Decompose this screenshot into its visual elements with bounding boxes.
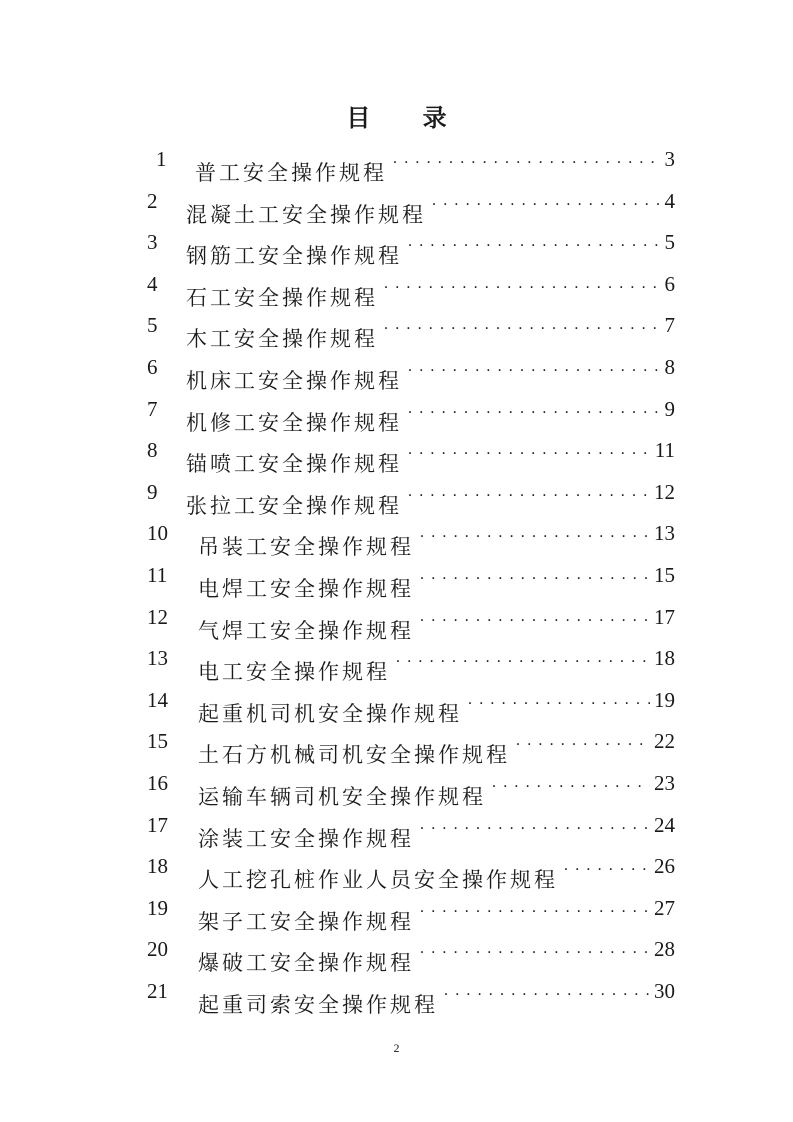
toc-entry[interactable]: [0, 304, 793, 352]
toc-entry[interactable]: [0, 512, 793, 560]
dot-leader: [420, 554, 669, 596]
toc-entry-page: 11: [651, 429, 675, 471]
toc-entry-number: 19: [147, 895, 168, 920]
toc-entry-page: 30: [650, 970, 675, 1012]
toc-entry-label: 石工安全操作规程: [186, 285, 378, 310]
toc-entry-page: 15: [650, 554, 675, 596]
toc-entry-number: 14: [147, 687, 168, 712]
page-number: 2: [393, 1041, 400, 1055]
dot-leader: [516, 720, 669, 762]
toc-entry[interactable]: [0, 388, 793, 435]
dot-leader: [408, 221, 669, 263]
toc-entry-page: 28: [650, 928, 675, 970]
toc-entry-page: 8: [661, 346, 676, 388]
toc-entry[interactable]: [0, 180, 793, 227]
toc-entry-page: 4: [661, 180, 676, 222]
dot-leader: [420, 928, 669, 970]
toc-entry-page: 13: [650, 512, 675, 554]
dot-leader: [408, 429, 669, 471]
toc-entry-label: 普工安全操作规程: [195, 161, 387, 185]
dot-leader: [384, 263, 669, 305]
toc-entry[interactable]: [0, 596, 793, 643]
toc-entry-label: 人工挖孔桩作业人员安全操作规程: [198, 868, 558, 893]
dot-leader: [420, 887, 669, 929]
dot-leader: [408, 471, 669, 513]
toc-entry-page: 12: [650, 471, 675, 513]
toc-entry-page: 18: [650, 637, 675, 679]
toc-entry-label: 钢筋工安全操作规程: [186, 244, 402, 269]
toc-entry-label: 张拉工安全操作规程: [186, 493, 402, 518]
toc-entry-page: 7: [661, 304, 676, 346]
dot-leader: [408, 388, 669, 430]
toc-entry-number: 16: [147, 771, 168, 795]
toc-entry[interactable]: [0, 554, 793, 601]
toc-entry-label: 混凝土工安全操作规程: [186, 202, 426, 227]
toc-entry-number: 20: [147, 937, 168, 962]
toc-entry[interactable]: [0, 804, 793, 851]
toc-entry-number: 2: [147, 188, 158, 213]
toc-entry-label: 起重司索安全操作规程: [198, 993, 438, 1017]
dot-leader: [420, 512, 669, 554]
dot-leader: [420, 596, 669, 638]
toc-entry-label: 架子工安全操作规程: [198, 909, 414, 934]
dot-leader: [384, 304, 669, 346]
toc-entry-number: 3: [147, 230, 158, 255]
toc-entry-number: 10: [147, 521, 168, 546]
toc-entry-label: 起重机司机安全操作规程: [198, 701, 462, 726]
toc-entry-number: 5: [147, 313, 158, 338]
toc-entry[interactable]: [0, 887, 793, 934]
toc-entry[interactable]: [0, 637, 793, 685]
toc-entry-number: 9: [147, 479, 158, 504]
toc-entry-number: 13: [147, 646, 168, 671]
dot-leader: [396, 637, 669, 679]
dot-leader: [492, 762, 669, 804]
toc-entry-label: 气焊工安全操作规程: [198, 618, 414, 643]
toc-entry-number: 4: [147, 271, 158, 296]
toc-entry[interactable]: [0, 429, 793, 477]
toc-entry-number: 7: [147, 396, 158, 421]
toc-entry-page: 22: [650, 720, 675, 762]
toc-entry-label: 爆破工安全操作规程: [198, 951, 414, 976]
dot-leader: [444, 970, 669, 1012]
toc-entry-number: 15: [147, 729, 168, 754]
toc-entry-label: 木工安全操作规程: [186, 327, 378, 352]
toc-entry[interactable]: [0, 263, 793, 310]
toc-entry[interactable]: [0, 928, 793, 976]
dot-leader: [420, 804, 669, 846]
toc-entry-label: 吊装工安全操作规程: [198, 535, 414, 560]
toc-entry-label: 电工安全操作规程: [198, 660, 390, 685]
toc-entry-page: 5: [661, 221, 676, 263]
dot-leader: [468, 679, 669, 721]
toc-entry-page: 17: [650, 596, 675, 638]
toc-entry-label: 运输车辆司机安全操作规程: [198, 785, 486, 809]
toc-entry[interactable]: [0, 970, 793, 1017]
toc-entry-page: 26: [650, 845, 675, 887]
toc-entry-number: 11: [147, 563, 168, 587]
toc-entry-number: 1: [156, 147, 167, 171]
toc-entry-page: 27: [650, 887, 675, 929]
toc-entry[interactable]: [0, 679, 793, 726]
toc-entry-number: 12: [147, 604, 168, 629]
toc-entry[interactable]: [0, 221, 793, 269]
toc-entry-page: 9: [661, 388, 676, 430]
toc-entry-number: 18: [147, 854, 168, 879]
toc-entry-number: 17: [147, 812, 168, 837]
toc-entry-label: 涂装工安全操作规程: [198, 826, 414, 851]
toc-entry-page: 23: [650, 762, 675, 804]
toc-entry-number: 6: [147, 355, 158, 379]
toc-entry-label: 机修工安全操作规程: [186, 410, 402, 435]
toc-entry-body: [198, 970, 675, 1026]
toc-entry-page: 6: [661, 263, 676, 305]
dot-leader: [408, 346, 669, 388]
toc-entry-page: 3: [661, 138, 676, 180]
dot-leader: [393, 138, 669, 180]
toc-entry-label: 锚喷工安全操作规程: [186, 452, 402, 477]
toc-entry-number: 8: [147, 438, 158, 463]
toc-entry-label: 电焊工安全操作规程: [198, 577, 414, 601]
toc-entry[interactable]: [0, 471, 793, 518]
toc-entry-number: 21: [147, 979, 168, 1003]
toc-entry[interactable]: [0, 346, 793, 393]
toc-entry-label: 土石方机械司机安全操作规程: [198, 743, 510, 768]
toc-title: 目 录: [346, 103, 469, 132]
toc-entry[interactable]: [0, 720, 793, 768]
toc-entry[interactable]: [0, 138, 793, 185]
toc-entry[interactable]: [0, 845, 793, 893]
toc-entry-label: 机床工安全操作规程: [186, 369, 402, 393]
toc-entry-page: 19: [650, 679, 675, 721]
toc-entry-page: 24: [650, 804, 675, 846]
dot-leader: [432, 180, 669, 222]
toc-entry[interactable]: [0, 762, 793, 809]
